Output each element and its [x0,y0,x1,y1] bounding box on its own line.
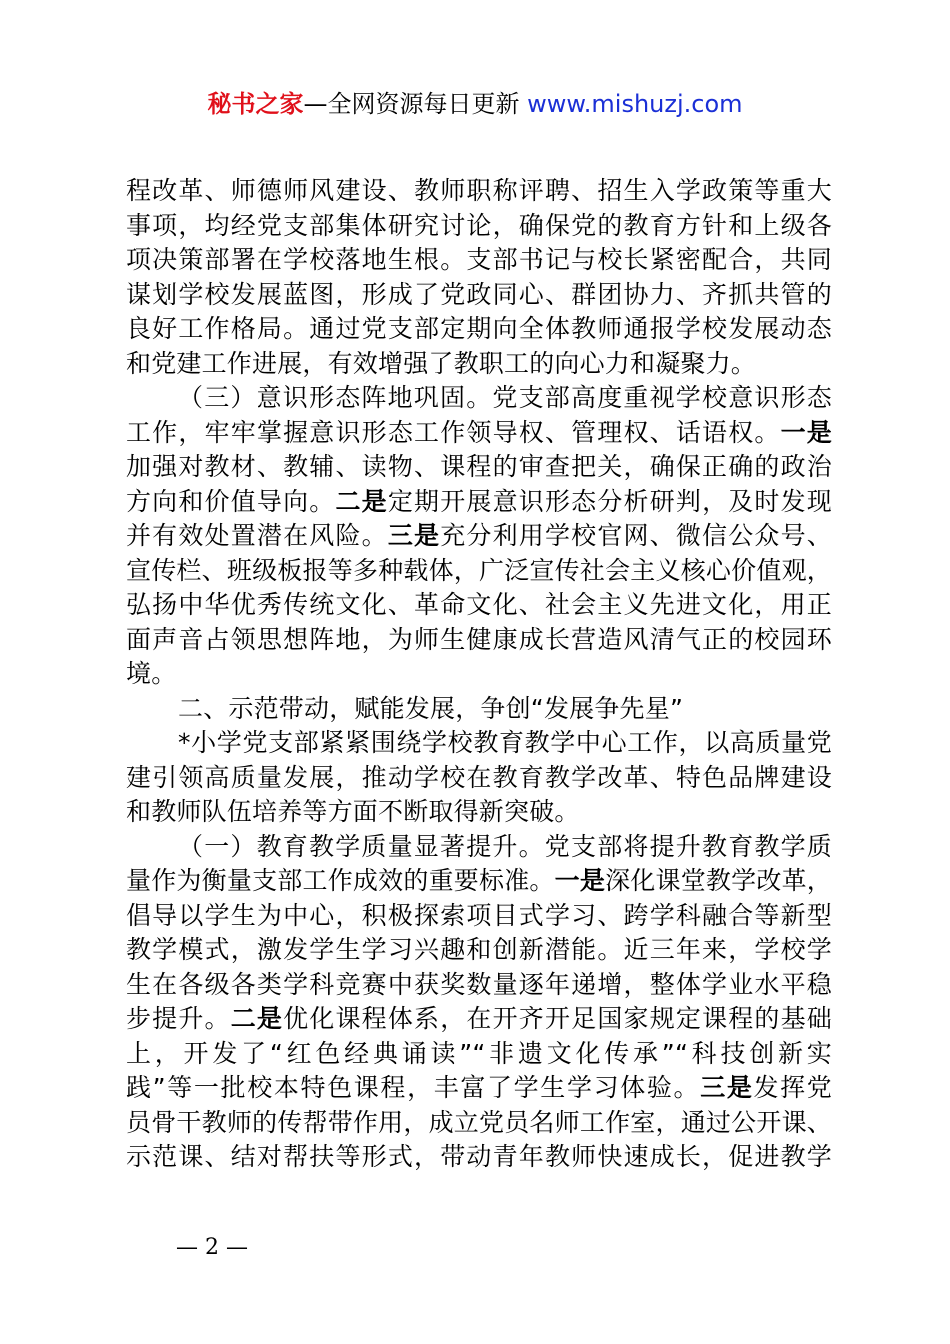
bold-marker: 三是 [700,1073,754,1102]
bold-marker: 二是 [335,486,388,516]
text-line [126,1071,832,1106]
page-number: — 2 — [176,1235,248,1260]
text-line [126,1002,832,1037]
text-line: 教学模式，激发学生学习兴趣和创新潜能。近三年来，学校学 [126,935,832,964]
text-line: 良好工作格局。通过党支部定期向全体教师通报学校发展动态 [126,314,832,343]
text-line [126,519,832,554]
site-url-link[interactable]: www.mishuzj.com [527,90,743,118]
document-body [126,174,832,1175]
brand-name: 秘书之家 [207,90,304,118]
text-line: 二、示范带动，赋能发展，争创“发展争先星” [178,693,684,723]
text-line: *小学党支部紧紧围绕学校教育教学中心工作，以高质量党 [178,728,832,757]
bold-marker: 三是 [387,521,441,550]
text-run: 发挥党 [753,1073,832,1102]
text-line: 弘扬中华优秀传统文化、革命文化、社会主义先进文化，用正 [126,590,832,619]
text-run: 践”等一批校本特色课程，丰富了学生学习体验。 [126,1073,701,1102]
text-run: 量作为衡量支部工作成效的重要标准。 [126,866,555,895]
text-line [126,485,832,520]
text-run: 步提升。 [126,1004,231,1033]
text-line: 生在各级各类学科竞赛中获奖数量逐年递增，整体学业水平稳 [126,969,832,999]
text-line: 谋划学校发展蓝图，形成了党政同心、群团协力、齐抓共管的 [126,279,832,309]
bold-marker: 二是 [230,1004,284,1033]
text-run: 定期开展意识形态分析研判，及时发现 [387,486,833,516]
text-line: 事项，均经党支部集体研究讨论，确保党的教育方针和上级各 [126,210,832,240]
text-line: 项决策部署在学校落地生根。支部书记与校长紧密配合，共同 [126,245,832,274]
text-line: 境。 [126,659,177,688]
banner-dash: — [303,90,328,118]
bold-marker: 一是 [780,417,832,447]
text-line: （三）意识形态阵地巩固。党支部高度重视学校意识形态 [178,383,832,412]
site-banner [0,88,950,120]
text-line: 加强对教材、教辅、读物、课程的审查把关，确保正确的政治 [126,452,832,481]
text-run: 方向和价值导向。 [126,486,336,516]
text-run: 优化课程体系，在开齐开足国家规定课程的基础 [283,1004,833,1033]
text-run: 充分利用学校官网、微信公众号、 [440,521,832,550]
text-line: （一）教育教学质量显著提升。党支部将提升教育教学质 [178,831,832,861]
text-line: 面声音占领思想阵地，为师生健康成长营造风清气正的校园环 [126,624,832,654]
text-line: 宣传栏、班级板报等多种载体，广泛宣传社会主义核心价值观， [126,555,832,585]
text-line [126,416,832,451]
text-run: 工作，牢牢掌握意识形态工作领导权、管理权、话语权。 [126,417,781,447]
banner-slogan: 全网资源每日更新 [327,90,520,118]
text-line: 和党建工作进展，有效增强了教职工的向心力和凝聚力。 [126,348,757,378]
text-line: 示范课、结对帮扶等形式，带动青年教师快速成长，促进教学 [126,1142,832,1171]
text-run: 并有效处置潜在风险。 [126,521,388,550]
text-run: 深化课堂教学改革， [605,866,832,895]
text-line: 倡导以学生为中心，积极探索项目式学习、跨学科融合等新型 [126,900,832,930]
text-line [126,864,832,899]
text-line: 建引领高质量发展，推动学校在教育教学改革、特色品牌建设 [126,762,832,792]
text-line: 和教师队伍培养等方面不断取得新突破。 [126,797,580,826]
text-line: 程改革、师德师风建设、教师职称评聘、招生入学政策等重大 [126,176,832,205]
bold-marker: 一是 [554,866,606,895]
text-line: 上，开发了“红色经典诵读”“非遗文化传承”“科技创新实 [126,1038,832,1068]
text-line: 员骨干教师的传帮带作用，成立党员名师工作室，通过公开课、 [126,1107,832,1137]
